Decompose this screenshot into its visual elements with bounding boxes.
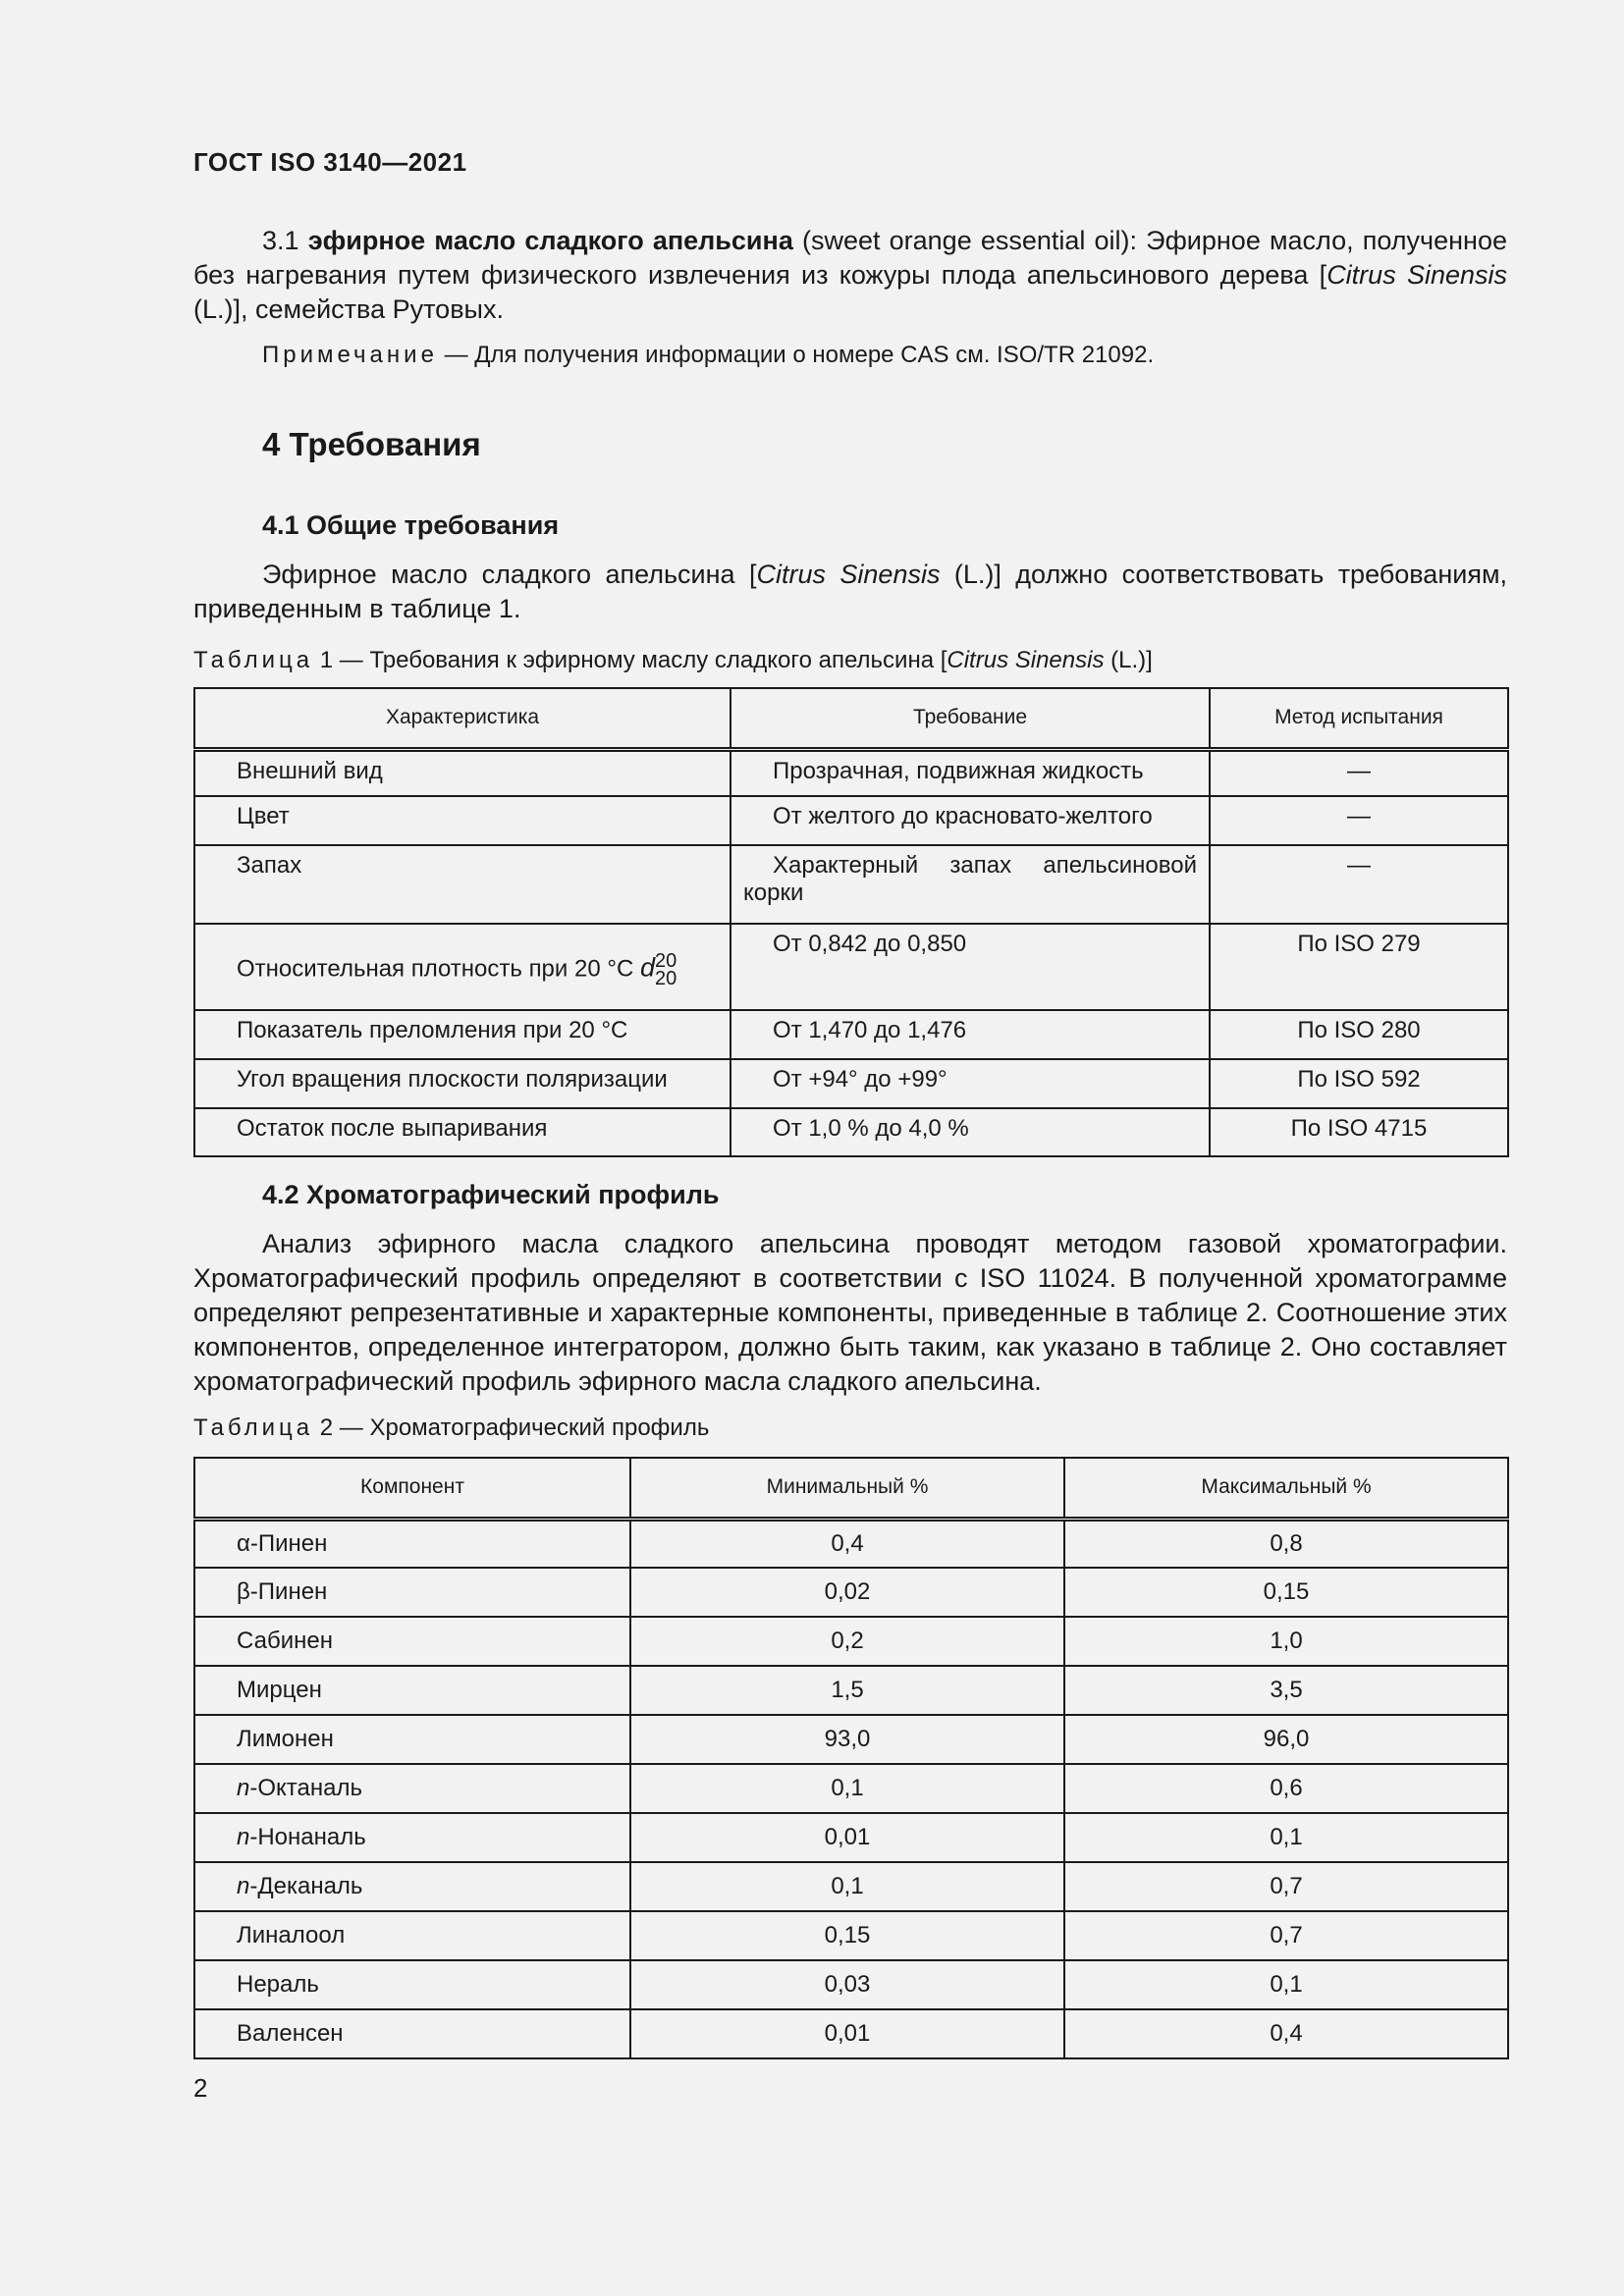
table-cell: 0,8 [1064, 1519, 1508, 1568]
table-cell: 0,1 [630, 1764, 1064, 1813]
section-heading-4: 4 Требования [262, 426, 481, 462]
table-row [194, 1911, 1508, 1960]
table1-caption-text: 1 — Требования к эфирному маслу сладкого апельсина [ [313, 647, 947, 673]
table-cell: 93,0 [630, 1715, 1064, 1764]
table-row [194, 1010, 1508, 1059]
density-symbol: d [639, 952, 655, 983]
term-name: эфирное масло сладкого апельсина [307, 226, 793, 255]
table-row [194, 2009, 1508, 2058]
table-cell: По ISO 4715 [1210, 1108, 1508, 1156]
table-cell: 0,03 [630, 1960, 1064, 2009]
table-cell: Сабинен [194, 1617, 630, 1666]
table1-header: Метод испытания [1210, 688, 1508, 749]
table-cell: 1,5 [630, 1666, 1064, 1715]
subsection-4-2-text: Анализ эфирного масла сладкого апельсина проводят методом газовой хроматографии. Хроматографический профиль определяют в соответствии с ISO 11024. В полученной хроматограмме определяют репрезентативные и характерные компоненты, приведенные в таблице 2. Соотношение этих компонентов, определенное интегратором, должно быть таким, как указано в таблице 2. Оно составляет хроматографический профиль эфирного масла сладкого апельсина. [193, 1229, 1507, 1396]
table-cell: β-Пинен [194, 1568, 630, 1617]
table-cell: α-Пинен [194, 1519, 630, 1568]
table-cell: 0,7 [1064, 1862, 1508, 1911]
table-row [194, 796, 1508, 845]
table-cell: Мирцен [194, 1666, 630, 1715]
table-cell: Нераль [194, 1960, 630, 2009]
table1-caption-latin: Citrus Sinensis [947, 647, 1105, 673]
table-cell: Лимонен [194, 1715, 630, 1764]
table-cell: Показатель преломления при 20 °C [194, 1010, 731, 1059]
table-cell: Линалоол [194, 1911, 630, 1960]
table-cell: Прозрачная, подвижная жидкость [731, 749, 1210, 796]
table-cell: 0,02 [630, 1568, 1064, 1617]
density-sup: 20 [654, 950, 677, 972]
table-cell: Остаток после выпаривания [194, 1108, 731, 1156]
chromatographic-profile-table [193, 1457, 1509, 2059]
table2-caption-text: 2 — Хроматографический профиль [313, 1415, 710, 1441]
table1-caption-label: Таблица [193, 647, 314, 673]
page-number: 2 [193, 2073, 208, 2103]
table-row [194, 1813, 1508, 1862]
table-cell: Запах [194, 845, 731, 924]
table-cell: Угол вращения плоскости поляризации [194, 1059, 731, 1108]
density-indices [655, 952, 677, 988]
table-row [194, 1519, 1508, 1568]
table-cell: 1,0 [1064, 1617, 1508, 1666]
table-cell: 3,5 [1064, 1666, 1508, 1715]
subsection-heading-4-2: 4.2 Хроматографический профиль [262, 1180, 720, 1209]
table-cell: — [1210, 749, 1508, 796]
table-row [194, 749, 1508, 796]
table-cell: n-Нонаналь [194, 1813, 630, 1862]
table-cell: От 1,0 % до 4,0 % [731, 1108, 1210, 1156]
note-text: — Для получения информации о номере CAS см. ISO/TR 21092. [437, 342, 1155, 368]
subsection-heading-4-1: 4.1 Общие требования [262, 510, 560, 540]
table-row [194, 1666, 1508, 1715]
table-cell: 0,1 [1064, 1813, 1508, 1862]
density-label: Относительная плотность при 20 °C [237, 955, 634, 983]
table-cell: 0,1 [630, 1862, 1064, 1911]
table-cell: От +94° до +99° [731, 1059, 1210, 1108]
table-cell: n-Октаналь [194, 1764, 630, 1813]
table-row [194, 1568, 1508, 1617]
table-cell: 0,01 [630, 2009, 1064, 2058]
table-cell: n-Деканаль [194, 1862, 630, 1911]
table-cell: 0,4 [630, 1519, 1064, 1568]
table-row [194, 924, 1508, 1010]
note [193, 340, 1507, 371]
table-cell: 0,4 [1064, 2009, 1508, 2058]
table-row [194, 1715, 1508, 1764]
sub1-latin: Citrus Sinensis [756, 560, 941, 589]
table-row [194, 1617, 1508, 1666]
table1-header: Требование [731, 688, 1210, 749]
table-cell: 96,0 [1064, 1715, 1508, 1764]
table-cell: 0,01 [630, 1813, 1064, 1862]
table1-caption [193, 646, 1507, 675]
density-sub: 20 [654, 968, 677, 989]
term-tail: (L.)], семейства Рутовых. [193, 294, 504, 324]
table2-header: Компонент [194, 1458, 630, 1519]
sub1-text-a: Эфирное масло сладкого апельсина [ [262, 560, 757, 589]
table-cell: 0,15 [630, 1911, 1064, 1960]
table-cell: От 1,470 до 1,476 [731, 1010, 1210, 1059]
table-cell: 0,7 [1064, 1911, 1508, 1960]
table-row [194, 1059, 1508, 1108]
table-cell: 0,2 [630, 1617, 1064, 1666]
table-row [194, 1862, 1508, 1911]
table-row [194, 1764, 1508, 1813]
table-cell: — [1210, 845, 1508, 924]
table1-header: Характеристика [194, 688, 731, 749]
table-cell: — [1210, 796, 1508, 845]
table-cell: 0,1 [1064, 1960, 1508, 2009]
document-header: ГОСТ ISO 3140—2021 [193, 147, 467, 177]
table2-header: Максимальный % [1064, 1458, 1508, 1519]
table-row [194, 1960, 1508, 2009]
table-cell: По ISO 592 [1210, 1059, 1508, 1108]
table2-header: Минимальный % [630, 1458, 1064, 1519]
note-label: Примечание [262, 342, 438, 368]
table-cell: Валенсен [194, 2009, 630, 2058]
term-description: (sweet orange essential oil): Эфирное масло, полученное без нагревания путем физического извлечения из кожуры плода апельсинового дерева [ [193, 226, 1507, 290]
table-cell: Внешний вид [194, 749, 731, 796]
requirements-table [193, 687, 1509, 1157]
term-definition [193, 224, 1507, 327]
sub1-text-b: (L.)] должно соответствовать требованиям, приведенным в таблице 1. [193, 560, 1508, 623]
table-row [194, 1108, 1508, 1156]
table-cell: 0,15 [1064, 1568, 1508, 1617]
table-cell: 0,6 [1064, 1764, 1508, 1813]
table-cell: По ISO 279 [1210, 924, 1508, 1010]
table-cell: По ISO 280 [1210, 1010, 1508, 1059]
table-cell: От желтого до красновато-желтого [731, 796, 1210, 845]
table-cell [194, 924, 731, 1010]
table-row [194, 845, 1508, 924]
table-cell: Характерный запах апельсиновой корки [731, 845, 1210, 924]
table1-caption-tail: (L.)] [1104, 647, 1153, 673]
subsection-4-1-text [193, 558, 1507, 626]
term-number: 3.1 [262, 226, 299, 255]
table2-caption [193, 1414, 1507, 1443]
table-cell: От 0,842 до 0,850 [731, 924, 1210, 1010]
term-latin-name: Citrus Sinensis [1326, 260, 1508, 290]
table2-caption-label: Таблица [193, 1415, 314, 1441]
table-cell: Цвет [194, 796, 731, 845]
